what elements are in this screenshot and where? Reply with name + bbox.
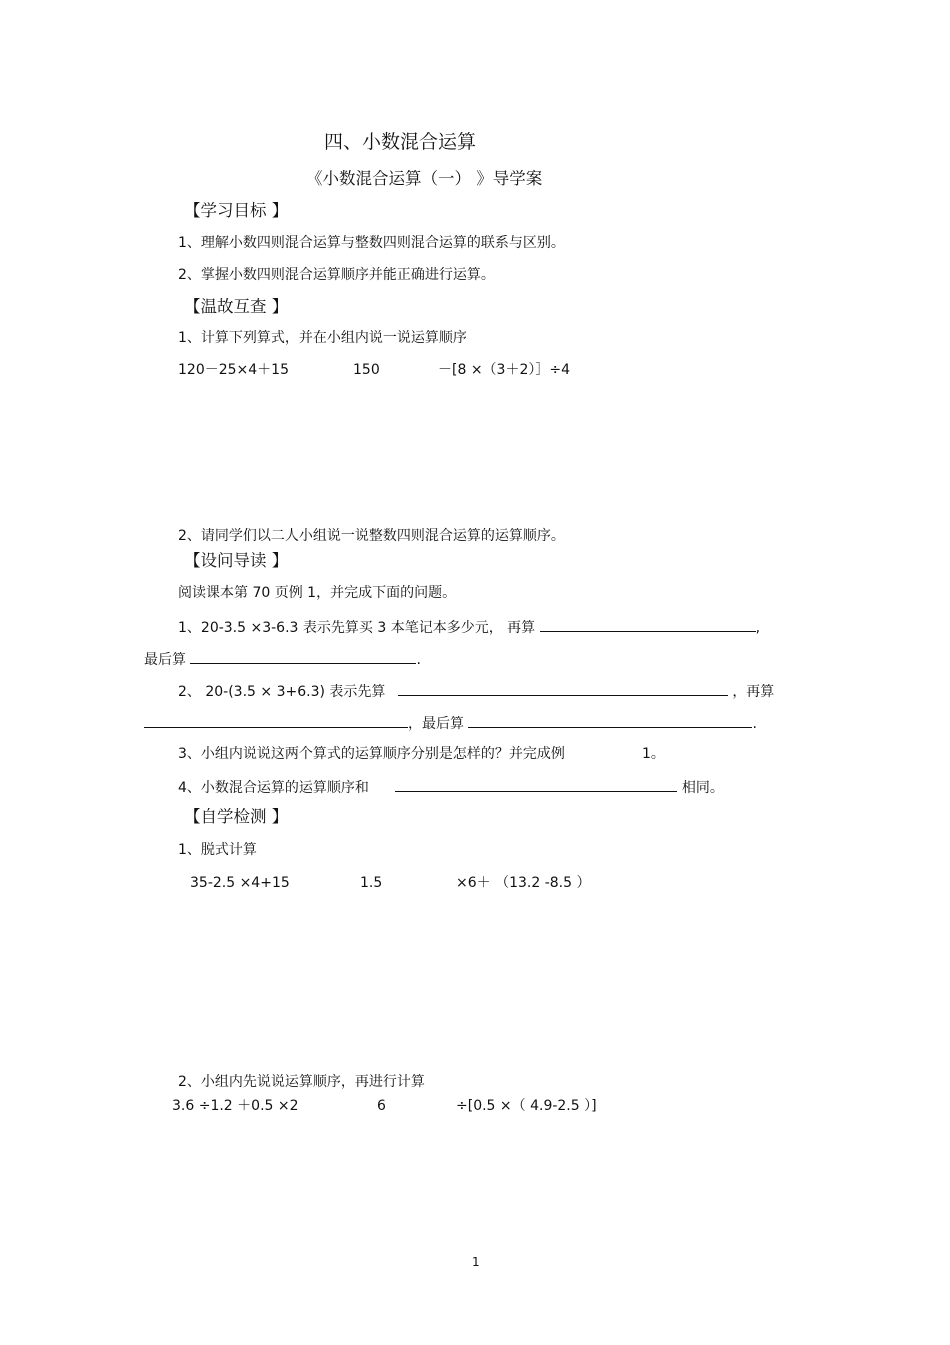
review-question-1: 1、计算下列算式，并在小组内说一说运算顺序	[178, 330, 467, 346]
answer-blank[interactable]	[540, 617, 756, 632]
goal-item: 1、理解小数四则混合运算与整数四则混合运算的联系与区别。	[178, 235, 565, 251]
selftest-q2-expression-2-start: 6	[377, 1098, 386, 1114]
selftest-expression-1: 35-2.5 ×4+15	[190, 875, 290, 891]
punctuation: .	[416, 652, 421, 668]
guide-question-1-line-2	[144, 649, 421, 669]
punctuation: .	[752, 716, 757, 732]
answer-blank[interactable]	[190, 649, 416, 664]
guide-question-1	[178, 617, 760, 637]
review-expression-1: 120－25×4＋15	[178, 362, 289, 378]
review-question-2: 2、请同学们以二人小组说一说整数四则混合运算的运算顺序。	[178, 528, 565, 544]
page-number: 1	[472, 1255, 480, 1269]
guide-question-4-text: 4、小数混合运算的运算顺序和	[178, 780, 369, 796]
selftest-question-2: 2、小组内先说说运算顺序，再进行计算	[178, 1074, 425, 1090]
page-title: 四、小数混合运算	[324, 131, 477, 153]
last-step-label: ，最后算	[408, 716, 464, 732]
selftest-question-1: 1、脱式计算	[178, 842, 257, 858]
review-expression-2-start: 150	[353, 362, 380, 378]
answer-blank[interactable]	[395, 777, 677, 792]
selftest-q2-expression-1: 3.6 ÷1.2 ＋0.5 ×2	[172, 1098, 299, 1114]
guide-question-2-text: 2、 20-(3.5 × 3+6.3) 表示先算	[178, 684, 386, 700]
guide-question-4-end: 相同。	[681, 780, 724, 796]
guide-question-2	[178, 681, 774, 701]
guide-question-3: 3、小组内说说这两个算式的运算顺序分别是怎样的？并完成例	[178, 746, 565, 762]
answer-blank[interactable]	[468, 713, 752, 728]
then-label: ，再算	[732, 684, 775, 700]
goals-heading: 【学习目标 】	[184, 201, 289, 220]
selftest-expression-2-start: 1.5	[360, 875, 383, 891]
selftest-heading: 【自学检测 】	[184, 807, 289, 826]
answer-blank[interactable]	[398, 681, 728, 696]
punctuation: ,	[755, 620, 761, 636]
selftest-q2-expression-2-rest: ÷[0.5 ×（ 4.9-2.5 ）]	[456, 1098, 597, 1114]
selftest-expression-2-rest: ×6＋ （13.2 -8.5 ）	[456, 875, 591, 891]
answer-blank[interactable]	[144, 713, 408, 728]
guide-intro: 阅读课本第 70 页例 1，并完成下面的问题。	[178, 585, 457, 601]
guide-question-3-example: 1。	[642, 746, 665, 762]
review-heading: 【温故互查 】	[184, 297, 289, 316]
goal-item: 2、掌握小数四则混合运算顺序并能正确进行运算。	[178, 267, 495, 283]
guide-question-2-line-2	[144, 713, 757, 733]
guide-question-1-text: 1、20-3.5 ×3-6.3 表示先算买 3 本笔记本多少元， 再算	[178, 620, 536, 636]
review-expression-2-rest: －[8 ×（3＋2）］÷4	[438, 362, 571, 378]
guide-question-4	[178, 777, 724, 797]
page-subtitle: 《小数混合运算（一） 》导学案	[306, 169, 543, 188]
guide-heading: 【设问导读 】	[184, 551, 289, 570]
last-step-label: 最后算	[144, 652, 186, 668]
